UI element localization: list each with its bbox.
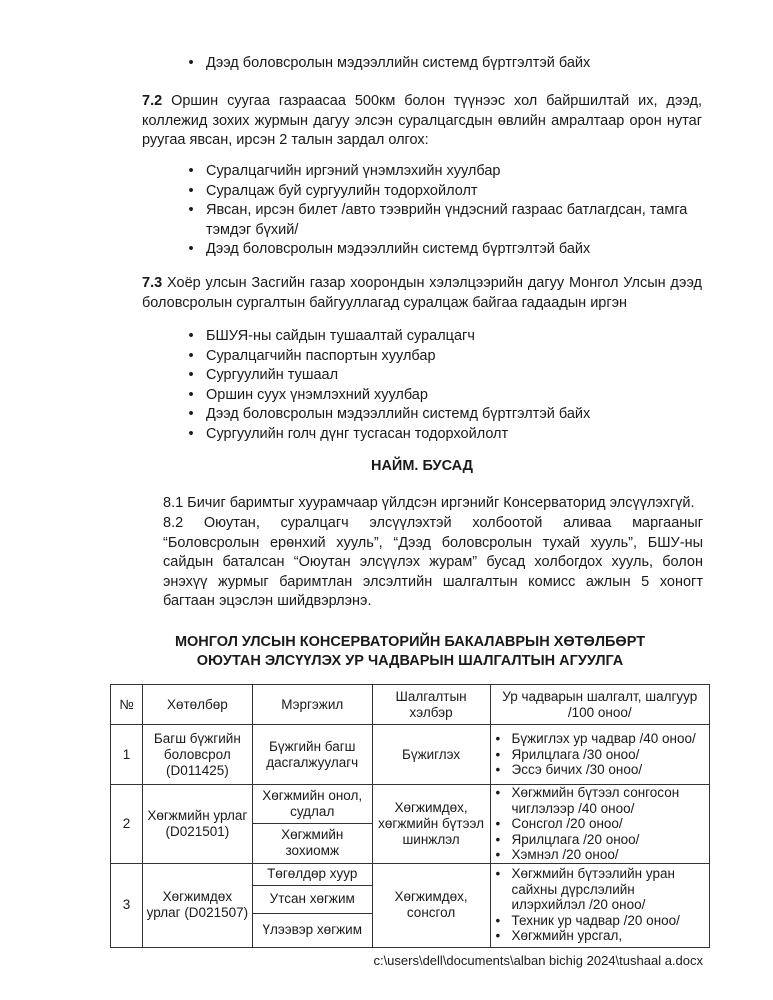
paragraph-8-1: 8.1 Бичиг баримтыг хуурамчаар үйлдсэн иргэнийг Консерваторид элсүүлэхгүй. (163, 495, 695, 511)
list-item: • Хөгжмийн бүтээлийн уран сайхны дүрслэлийн илэрхийлэл /20 оноо/ (495, 866, 675, 913)
list-item: • Дээд боловсролын мэдээллийн системд бүртгэлтэй байх (188, 241, 591, 257)
profession-cell: Утсан хөгжим (252, 885, 372, 913)
table-row (111, 863, 710, 885)
header-no: № (111, 685, 143, 725)
list-item: • БШУЯ-ны сайдын тушаалтай суралцагч (188, 328, 475, 344)
row-number: 3 (111, 863, 143, 947)
list-item: • Дээд боловсролын мэдээллийн системд бүртгэлтэй байх (188, 55, 591, 71)
list-item: • Дээд боловсролын мэдээллийн системд бүртгэлтэй байх (188, 406, 591, 422)
list-item: • Оршин суух үнэмлэхний хуулбар (188, 386, 428, 403)
profession-cell: Хөгжмийн зохиомж (252, 824, 372, 863)
list-item: • Ярилцлага /20 оноо/ (495, 831, 640, 847)
table-title-line2: ОЮУТАН ЭЛСҮҮЛЭХ УР ЧАДВАРЫН ШАЛГАЛТЫН АГУУЛГА (196, 653, 624, 669)
list-item: • Хэмнэл /20 оноо/ (495, 847, 619, 862)
list-item: • Эссэ бичих /30 оноо/ (495, 762, 643, 778)
criteria-cell (490, 725, 710, 785)
program-cell: Багш бүжгийн боловсрол (D011425) (142, 725, 252, 785)
top-bullet-list (184, 54, 724, 74)
profession-cell: Хөгжмийн онол, судлал (252, 785, 372, 824)
row-number: 2 (111, 785, 143, 864)
table-header-row (111, 685, 710, 725)
paragraph-8-2: 8.2 Оюутан, суралцагч элсүүлэхтэй холбоотой аливаа маргааныг “Боловсролын ерөнхий хууль”, “Дээд боловсролын тухай хууль”, БШУ-ны сайдын баталсан “Оюутан элсүүлэх журам” бусад холбогдох хууль, болон энэхүү журмыг баримтлан элсэлтийн шалгалтын комисс ажлын 5 хоногт багтаан эцэслэн шийдвэрлэнэ. (163, 515, 703, 609)
exam-content-table (110, 684, 710, 948)
header-profession: Мэргэжил (252, 685, 372, 725)
exam-form-cell: Бүжиглэх (372, 725, 490, 785)
list-item: • Суралцагчийн иргэний үнэмлэхийн хуулбар (188, 163, 501, 179)
section-7-2 (142, 92, 702, 151)
list-item: • Суралцаж буй сургуулийн тодорхойлолт (188, 182, 478, 199)
list-item: • Ярилцлага /30 оноо/ (495, 746, 640, 762)
profession-cell: Үлээвэр хөгжим (252, 913, 372, 947)
program-cell: Хөгжимдөх урлаг (D021507) (142, 863, 252, 947)
header-program: Хөтөлбөр (142, 685, 252, 725)
exam-form-cell: Хөгжимдөх, хөгжмийн бүтээл шинжлэл (372, 785, 490, 864)
section-7-2-list (184, 162, 704, 260)
list-item: • Сургуулийн голч дүнг тусгасан тодорхойлолт (188, 425, 509, 442)
list-item: • Суралцагчийн паспортын хуулбар (188, 347, 436, 364)
list-item: • Сургуулийн тушаал (188, 367, 339, 383)
table-title-line1: МОНГОЛ УЛСЫН КОНСЕРВАТОРИЙН БАКАЛАВРЫН ХӨТӨЛБӨРТ (174, 634, 646, 650)
list-item: • Хөгжмийн урсгал, (495, 928, 623, 944)
section-number: 7.3 (142, 275, 163, 291)
header-exam-form: Шалгалтын хэлбэр (372, 685, 490, 725)
list-item: • Техник ур чадвар /20 оноо/ (495, 912, 680, 928)
list-item: • Бүжиглэх ур чадвар /40 оноо/ (495, 731, 696, 747)
section-7-3 (142, 274, 702, 313)
section-text: Хоёр улсын Засгийн газар хоорондын хэлэлцээрийн дагуу Монгол Улсын дээд боловсролын сургалтын байгууллагад суралцаж байгаа гадаадын иргэн (142, 275, 702, 311)
profession-cell: Бүжгийн багш дасгалжуулагч (252, 725, 372, 785)
section-number: 7.2 (142, 93, 163, 109)
list-item: • Сонсгол /20 оноо/ (495, 816, 623, 831)
list-item: • Явсан, ирсэн билет /авто тээврийн үндэсний газраас батлагдсан, тамга тэмдэг бүхий/ (188, 202, 688, 238)
exam-form-cell: Хөгжимдөх, сонсгол (372, 863, 490, 947)
row-number: 1 (111, 725, 143, 785)
section-text: Оршин суугаа газраасаа 500км болон түүнээс хол байршилтай их, дээд, коллежид зохих журмын дагуу элсэн суралцагсдын өвлийн амралтаар орон нутаг руугаа явсан, ирсэн 2 талын зардал олгох: (142, 93, 702, 148)
criteria-cell (490, 863, 710, 947)
list-item: • Хөгжмийн бүтээл сонгосон чиглэлээр /40 оноо/ (495, 785, 680, 816)
criteria-cell (490, 785, 710, 864)
header-skill-exam: Ур чадварын шалгалт, шалгуур /100 оноо/ (490, 685, 710, 725)
table-row (111, 725, 710, 785)
section-7-3-list (184, 327, 704, 444)
section-8-heading: НАЙМ. БУСАД (370, 458, 474, 474)
table-row (111, 785, 710, 824)
footer-file-path: c:\users\dell\documents\alban bichig 2024\tushaal a.docx (373, 953, 703, 968)
program-cell: Хөгжмийн урлаг (D021501) (142, 785, 252, 864)
profession-cell: Төгөлдөр хуур (252, 863, 372, 885)
